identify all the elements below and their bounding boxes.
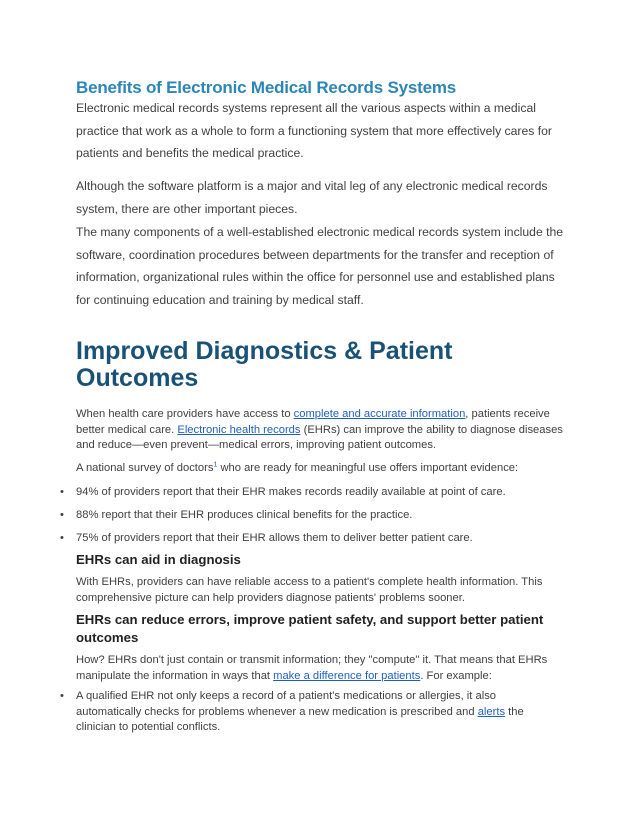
paragraph-software-platform: Although the software platform is a major and vital leg of any electronic medical records system, there are other important pieces. xyxy=(76,179,548,216)
subheading-aid-diagnosis: EHRs can aid in diagnosis xyxy=(76,552,241,567)
text-segment: the clinician to potential conflicts. xyxy=(76,705,524,733)
text-segment: , patients receive better medical care. xyxy=(76,408,550,436)
list-item xyxy=(76,689,556,736)
bullet-icon: • xyxy=(60,690,64,702)
bullet-icon: • xyxy=(60,509,64,521)
bullet-icon: • xyxy=(60,486,64,498)
paragraph-reduce-errors xyxy=(76,653,566,684)
footnote-link[interactable]: 1 xyxy=(213,461,218,469)
list-item: 94% of providers report that their EHR makes records readily available at point of care. xyxy=(76,486,506,498)
text-segment: . For example: xyxy=(420,669,492,682)
list-item: 88% report that their EHR produces clinical benefits for the practice. xyxy=(76,509,413,521)
text-segment: A qualified EHR not only keeps a record of a patient's medications or allergies, it also automatically checks for problems whenever a new medication is prescribed and xyxy=(76,690,497,718)
section-title-benefits: Benefits of Electronic Medical Records Systems xyxy=(76,78,457,97)
text-segment: A national survey of doctors xyxy=(76,462,214,474)
paragraph-access-info xyxy=(76,407,566,454)
text-segment: who are ready for meaningful use offers important evidence: xyxy=(217,462,519,474)
subheading-reduce-errors: EHRs can reduce errors, improve patient safety, and support better patient outcomes xyxy=(76,612,544,645)
text-segment: When health care providers have access to xyxy=(76,408,294,420)
link-alerts[interactable]: alerts xyxy=(477,705,506,718)
paragraph-aid-diagnosis: With EHRs, providers can have reliable access to a patient's complete health information. This comprehensive picture can help providers diagnose patients' problems sooner. xyxy=(76,576,543,604)
list-item: 75% of providers report that their EHR allows them to deliver better patient care. xyxy=(76,532,473,544)
text-segment: (EHRs) can improve the ability to diagnose diseases and reduce—even prevent—medical errors, improving patient outcomes. xyxy=(76,423,563,451)
paragraph-survey xyxy=(76,461,566,477)
bullet-icon: • xyxy=(60,532,64,544)
text-segment: How? EHRs don't just contain or transmit information; they "compute" it. That means that EHRs manipulate the information in ways that xyxy=(76,654,548,682)
link-make-difference[interactable]: make a difference for patients xyxy=(273,669,421,682)
section-title-diagnostics: Improved Diagnostics & Patient Outcomes xyxy=(76,337,453,392)
link-complete-accurate-info[interactable]: complete and accurate information xyxy=(293,408,466,420)
paragraph-intro: Electronic medical records systems represent all the various aspects within a medical practice that work as a whole to form a functioning system that more effectively cares for patients and benefits the medical practice. xyxy=(76,101,552,160)
paragraph-components: The many components of a well-established electronic medical records system include the software, coordination procedures between departments for the transfer and reception of information, organizational rules within the office for personnel use and established plans for continuing education and training by medical staff. xyxy=(76,225,564,307)
link-electronic-health-records[interactable]: Electronic health records xyxy=(177,423,301,436)
